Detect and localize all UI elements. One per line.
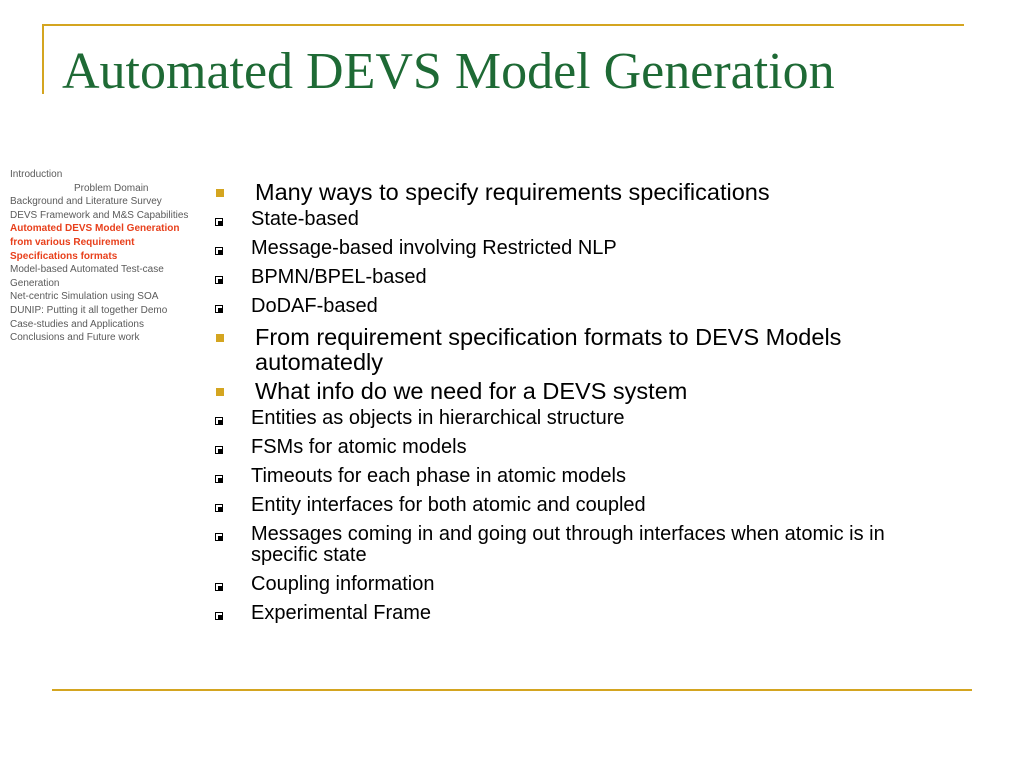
- sub-bullet-list: [215, 408, 955, 624]
- sub-bullet-text: Entity interfaces for both atomic and coupled: [251, 494, 646, 516]
- agenda-item-test-case-generation[interactable]: Model-based Automated Test-case Generation: [10, 264, 164, 289]
- top-border-line: [42, 24, 964, 26]
- square-bullet-icon: [216, 334, 224, 342]
- agenda-item-introduction[interactable]: Introduction: [10, 169, 63, 180]
- agenda-nav: [10, 168, 200, 345]
- agenda-item-background[interactable]: Background and Literature Survey: [10, 196, 162, 208]
- sub-bullet-item: [215, 437, 955, 458]
- sub-bullet-text: Timeouts for each phase in atomic models: [251, 465, 626, 487]
- agenda-item-devs-framework[interactable]: DEVS Framework and M&S Capabilities: [10, 209, 189, 221]
- sub-bullet-item: [215, 209, 955, 230]
- left-border-line: [42, 24, 44, 94]
- agenda-item-conclusions[interactable]: Conclusions and Future work: [10, 332, 140, 344]
- shadowed-square-bullet-icon: [215, 446, 223, 454]
- sub-bullet-item: [215, 603, 955, 624]
- agenda-item-dunip-demo[interactable]: DUNIP: Putting it all together Demo: [10, 304, 168, 316]
- bullet-text: What info do we need for a DEVS system: [255, 378, 688, 404]
- sub-bullet-list: [215, 209, 955, 317]
- shadowed-square-bullet-icon: [215, 218, 223, 226]
- sub-bullet-text: FSMs for atomic models: [251, 436, 467, 458]
- sub-bullet-text: Coupling information: [251, 573, 435, 595]
- sub-bullet-text: Message-based involving Restricted NLP: [251, 237, 617, 259]
- shadowed-square-bullet-icon: [215, 583, 223, 591]
- sub-bullet-item: [215, 495, 955, 516]
- sub-bullet-item: [215, 238, 955, 259]
- shadowed-square-bullet-icon: [215, 504, 223, 512]
- agenda-item-automated-devs-model-generation[interactable]: Automated DEVS Model Generation from various Requirement Specifications formats: [10, 223, 180, 262]
- sub-bullet-text: DoDAF-based: [251, 295, 378, 317]
- shadowed-square-bullet-icon: [215, 533, 223, 541]
- bullet-text: Many ways to specify requirements specifications: [255, 179, 770, 205]
- shadowed-square-bullet-icon: [215, 417, 223, 425]
- sub-bullet-text: Experimental Frame: [251, 602, 432, 624]
- sub-bullet-text: Messages coming in and going out through interfaces when atomic is in specific state: [251, 523, 885, 566]
- shadowed-square-bullet-icon: [215, 276, 223, 284]
- sub-bullet-text: Entities as objects in hierarchical structure: [251, 407, 625, 429]
- shadowed-square-bullet-icon: [215, 305, 223, 313]
- sub-bullet-text: State-based: [251, 208, 359, 230]
- sub-bullet-text: BPMN/BPEL-based: [251, 266, 427, 288]
- bottom-border-line: [52, 689, 972, 691]
- sub-bullet-item: [215, 296, 955, 317]
- bullet-item: [215, 325, 955, 375]
- square-bullet-icon: [216, 189, 224, 197]
- slide-body: [215, 180, 955, 632]
- shadowed-square-bullet-icon: [215, 612, 223, 620]
- agenda-item-problem-domain[interactable]: Problem Domain: [74, 182, 149, 194]
- sub-bullet-item: [215, 267, 955, 288]
- square-bullet-icon: [216, 388, 224, 396]
- sub-bullet-item: [215, 574, 955, 595]
- agenda-item-case-studies[interactable]: Case-studies and Applications: [10, 318, 144, 330]
- bullet-text: From requirement specification formats to DEVS Models automatedly: [255, 324, 842, 375]
- slide-title: Automated DEVS Model Generation: [62, 43, 835, 100]
- shadowed-square-bullet-icon: [215, 475, 223, 483]
- agenda-item-net-centric-simulation[interactable]: Net-centric Simulation using SOA: [10, 291, 159, 303]
- sub-bullet-item: [215, 524, 955, 566]
- shadowed-square-bullet-icon: [215, 247, 223, 255]
- bullet-item: [215, 180, 955, 205]
- sub-bullet-item: [215, 466, 955, 487]
- sub-bullet-item: [215, 408, 955, 429]
- bullet-item: [215, 379, 955, 404]
